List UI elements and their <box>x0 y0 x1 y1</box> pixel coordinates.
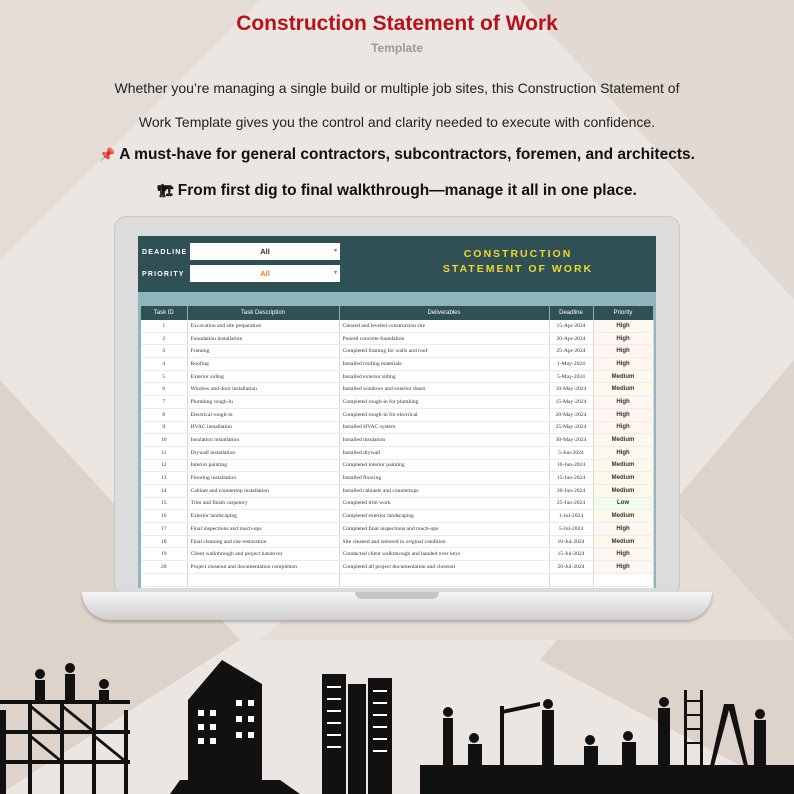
deliverables-cell[interactable]: Cleared and leveled construction site <box>339 320 549 332</box>
deliverables-cell[interactable]: Poured concrete foundation <box>339 332 549 345</box>
task-description-cell[interactable]: Client walkthrough and project handover <box>187 548 339 561</box>
priority-cell[interactable]: High <box>593 396 653 409</box>
table-row[interactable] <box>141 446 653 459</box>
empty-cell <box>339 586 549 588</box>
table-row[interactable] <box>141 370 653 383</box>
deliverables-cell[interactable]: Installed roofing materials <box>339 358 549 371</box>
task-description-cell[interactable]: Electrical rough-in <box>187 408 339 421</box>
table-row[interactable] <box>141 408 653 421</box>
laptop-screen <box>114 216 680 596</box>
empty-cell <box>141 573 187 586</box>
deadline-cell[interactable]: 1-May-2024 <box>549 358 593 371</box>
table-row[interactable] <box>141 345 653 358</box>
column-header-task-description[interactable]: Task Description <box>187 306 339 320</box>
task-description-cell[interactable]: Exterior landscaping <box>187 510 339 523</box>
task-description-cell[interactable]: Final cleaning and site restoration <box>187 535 339 548</box>
column-header-priority[interactable]: Priority <box>593 306 653 320</box>
deliverables-cell[interactable]: Site cleaned and restored to original condition <box>339 535 549 548</box>
highlight-line-2 <box>0 182 794 200</box>
empty-cell <box>187 573 339 586</box>
table-row[interactable] <box>141 358 653 371</box>
task-id-cell[interactable]: 9 <box>141 421 187 434</box>
table-header-row <box>141 306 653 320</box>
priority-cell[interactable]: Medium <box>593 484 653 497</box>
deliverables-cell[interactable]: Completed all project documentation and closeout <box>339 561 549 574</box>
task-id-cell[interactable]: 1 <box>141 320 187 332</box>
deadline-cell[interactable]: 20-Apr-2024 <box>549 332 593 345</box>
table-row[interactable] <box>141 332 653 345</box>
empty-table-row <box>141 573 653 586</box>
deliverables-cell[interactable]: Installed cabinets and countertops <box>339 484 549 497</box>
deadline-cell[interactable]: 10-Jul-2024 <box>549 535 593 548</box>
task-id-cell[interactable]: 16 <box>141 510 187 523</box>
priority-cell[interactable]: High <box>593 332 653 345</box>
crane-icon: 🏗 <box>157 183 174 198</box>
task-description-cell[interactable]: Roofing <box>187 358 339 371</box>
highlight-line-1 <box>0 146 794 164</box>
task-description-cell[interactable]: Interior painting <box>187 459 339 472</box>
empty-cell <box>549 586 593 588</box>
deadline-cell[interactable]: 25-Apr-2024 <box>549 345 593 358</box>
table-row[interactable] <box>141 523 653 536</box>
task-description-cell[interactable]: Project closeout and documentation completion <box>187 561 339 574</box>
deliverables-cell[interactable]: Completed trim work <box>339 497 549 510</box>
laptop-hinge-notch <box>355 592 439 599</box>
deliverables-cell[interactable]: Completed rough-in for electrical <box>339 408 549 421</box>
task-description-cell[interactable]: Flooring installation <box>187 472 339 485</box>
priority-cell[interactable]: High <box>593 345 653 358</box>
deliverables-cell[interactable]: Installed exterior siding <box>339 370 549 383</box>
empty-table-row <box>141 586 653 588</box>
priority-filter-value: All <box>260 269 270 278</box>
deadline-cell[interactable]: 10-May-2024 <box>549 383 593 396</box>
task-description-cell[interactable]: Exterior siding <box>187 370 339 383</box>
pushpin-icon: 📌 <box>99 147 116 162</box>
statement-of-work-table <box>141 306 654 588</box>
column-header-task-id[interactable]: Task ID <box>141 306 187 320</box>
table-row[interactable] <box>141 434 653 447</box>
deadline-cell[interactable]: 5-Jul-2024 <box>549 523 593 536</box>
deadline-cell[interactable]: 20-May-2024 <box>549 408 593 421</box>
construction-skyline-illustration <box>0 640 794 794</box>
deadline-cell[interactable]: 5-May-2024 <box>549 370 593 383</box>
task-id-cell[interactable]: 5 <box>141 370 187 383</box>
task-id-cell[interactable]: 11 <box>141 446 187 459</box>
deliverables-cell[interactable]: Installed windows and exterior doors <box>339 383 549 396</box>
deadline-cell[interactable]: 15-Apr-2024 <box>549 320 593 332</box>
priority-cell[interactable]: High <box>593 561 653 574</box>
task-id-cell[interactable]: 18 <box>141 535 187 548</box>
task-id-cell[interactable]: 12 <box>141 459 187 472</box>
empty-cell <box>339 573 549 586</box>
table-body <box>141 320 653 588</box>
empty-cell <box>549 573 593 586</box>
deadline-cell[interactable]: 25-May-2024 <box>549 421 593 434</box>
priority-filter-label: PRIORITY <box>142 271 185 278</box>
deliverables-cell[interactable]: Completed final inspections and touch-ups <box>339 523 549 536</box>
deadline-cell[interactable]: 10-Jun-2024 <box>549 459 593 472</box>
deadline-cell[interactable]: 20-Jun-2024 <box>549 484 593 497</box>
empty-cell <box>593 586 653 588</box>
table-row[interactable] <box>141 548 653 561</box>
task-description-cell[interactable]: Plumbing rough-in <box>187 396 339 409</box>
task-description-cell[interactable]: Final inspections and touch-ups <box>187 523 339 536</box>
priority-cell[interactable]: Medium <box>593 510 653 523</box>
table-row[interactable] <box>141 484 653 497</box>
priority-cell[interactable]: Medium <box>593 472 653 485</box>
task-description-cell[interactable]: Excavation and site preparation <box>187 320 339 332</box>
chevron-down-icon: ▾ <box>333 248 337 254</box>
priority-cell[interactable]: High <box>593 421 653 434</box>
priority-cell[interactable]: Medium <box>593 383 653 396</box>
table-row[interactable] <box>141 561 653 574</box>
task-id-cell[interactable]: 3 <box>141 345 187 358</box>
sheet-divider-strip <box>138 292 656 306</box>
priority-cell[interactable]: Low <box>593 497 653 510</box>
task-description-cell[interactable]: Trim and finish carpentry <box>187 497 339 510</box>
task-description-cell[interactable]: Cabinet and countertop installation <box>187 484 339 497</box>
intro-text-line-2: Work Template gives you the control and clarity needed to execute with confidence. <box>138 114 656 130</box>
priority-cell[interactable]: High <box>593 320 653 332</box>
priority-cell[interactable]: Medium <box>593 370 653 383</box>
task-description-cell[interactable]: Insulation installation <box>187 434 339 447</box>
empty-cell <box>187 586 339 588</box>
priority-cell[interactable]: High <box>593 523 653 536</box>
priority-cell[interactable]: High <box>593 408 653 421</box>
table-row[interactable] <box>141 383 653 396</box>
table-row[interactable] <box>141 421 653 434</box>
sheet-header <box>138 236 656 292</box>
task-id-cell[interactable]: 2 <box>141 332 187 345</box>
deliverables-cell[interactable]: Completed framing for walls and roof <box>339 345 549 358</box>
task-id-cell[interactable]: 15 <box>141 497 187 510</box>
highlight-text-1: A must-have for general contractors, subcontractors, foremen, and architects. <box>119 146 695 163</box>
task-id-cell[interactable]: 10 <box>141 434 187 447</box>
priority-cell[interactable]: Medium <box>593 535 653 548</box>
deadline-cell[interactable]: 25-Jun-2024 <box>549 497 593 510</box>
task-id-cell[interactable]: 19 <box>141 548 187 561</box>
deliverables-cell[interactable]: Completed interior painting <box>339 459 549 472</box>
sheet-title-line-1: CONSTRUCTION <box>463 248 573 260</box>
highlight-text-2: From first dig to final walkthrough—manage it all in one place. <box>177 182 637 199</box>
sheet-title-line-2: STATEMENT OF WORK <box>442 263 594 275</box>
deadline-cell[interactable]: 15-May-2024 <box>549 396 593 409</box>
table-row[interactable] <box>141 320 653 332</box>
deadline-filter-label: DEADLINE <box>142 249 188 256</box>
table-row[interactable] <box>141 459 653 472</box>
deadline-cell[interactable]: 15-Jun-2024 <box>549 472 593 485</box>
deadline-cell[interactable]: 1-Jul-2024 <box>549 510 593 523</box>
column-header-deliverables[interactable]: Deliverables <box>339 306 549 320</box>
priority-cell[interactable]: Medium <box>593 434 653 447</box>
task-id-cell[interactable]: 7 <box>141 396 187 409</box>
task-id-cell[interactable]: 14 <box>141 484 187 497</box>
deadline-cell[interactable]: 15-Jul-2024 <box>549 548 593 561</box>
empty-cell <box>593 573 653 586</box>
deadline-cell[interactable]: 5-Jun-2024 <box>549 446 593 459</box>
task-description-cell[interactable]: Foundation installation <box>187 332 339 345</box>
page-title: Construction Statement of Work <box>236 12 558 35</box>
table-container <box>138 306 656 588</box>
task-description-cell[interactable]: Drywall installation <box>187 446 339 459</box>
deliverables-cell[interactable]: Installed HVAC system <box>339 421 549 434</box>
task-id-cell[interactable]: 20 <box>141 561 187 574</box>
task-description-cell[interactable]: HVAC installation <box>187 421 339 434</box>
deliverables-cell[interactable]: Installed flooring <box>339 472 549 485</box>
table-row[interactable] <box>141 396 653 409</box>
spreadsheet-view <box>138 236 656 588</box>
task-id-cell[interactable]: 4 <box>141 358 187 371</box>
deadline-cell[interactable]: 30-May-2024 <box>549 434 593 447</box>
deliverables-cell[interactable]: Completed exterior landscaping <box>339 510 549 523</box>
table-row[interactable] <box>141 472 653 485</box>
priority-cell[interactable]: High <box>593 548 653 561</box>
deadline-filter-dropdown[interactable] <box>190 243 340 260</box>
priority-filter-dropdown[interactable] <box>190 265 340 282</box>
intro-text-line-1: Whether you’re managing a single build or multiple job sites, this Construction Statement of <box>114 80 680 96</box>
deliverables-cell[interactable]: Conducted client walkthrough and handed over keys <box>339 548 549 561</box>
priority-cell[interactable]: High <box>593 358 653 371</box>
deliverables-cell[interactable]: Installed insulation <box>339 434 549 447</box>
task-id-cell[interactable]: 6 <box>141 383 187 396</box>
table-row[interactable] <box>141 510 653 523</box>
column-header-deadline[interactable]: Deadline <box>549 306 593 320</box>
table-row[interactable] <box>141 535 653 548</box>
task-description-cell[interactable]: Framing <box>187 345 339 358</box>
task-id-cell[interactable]: 8 <box>141 408 187 421</box>
empty-cell <box>141 586 187 588</box>
priority-cell[interactable]: Medium <box>593 459 653 472</box>
task-id-cell[interactable]: 13 <box>141 472 187 485</box>
chevron-down-icon: ▾ <box>333 270 337 276</box>
page-subtitle: Template <box>371 41 423 55</box>
task-description-cell[interactable]: Window and door installation <box>187 383 339 396</box>
task-id-cell[interactable]: 17 <box>141 523 187 536</box>
table-row[interactable] <box>141 497 653 510</box>
priority-cell[interactable]: High <box>593 446 653 459</box>
deliverables-cell[interactable]: Completed rough-in for plumbing <box>339 396 549 409</box>
deadline-filter-value: All <box>260 247 270 256</box>
deadline-cell[interactable]: 20-Jul-2024 <box>549 561 593 574</box>
deliverables-cell[interactable]: Installed drywall <box>339 446 549 459</box>
